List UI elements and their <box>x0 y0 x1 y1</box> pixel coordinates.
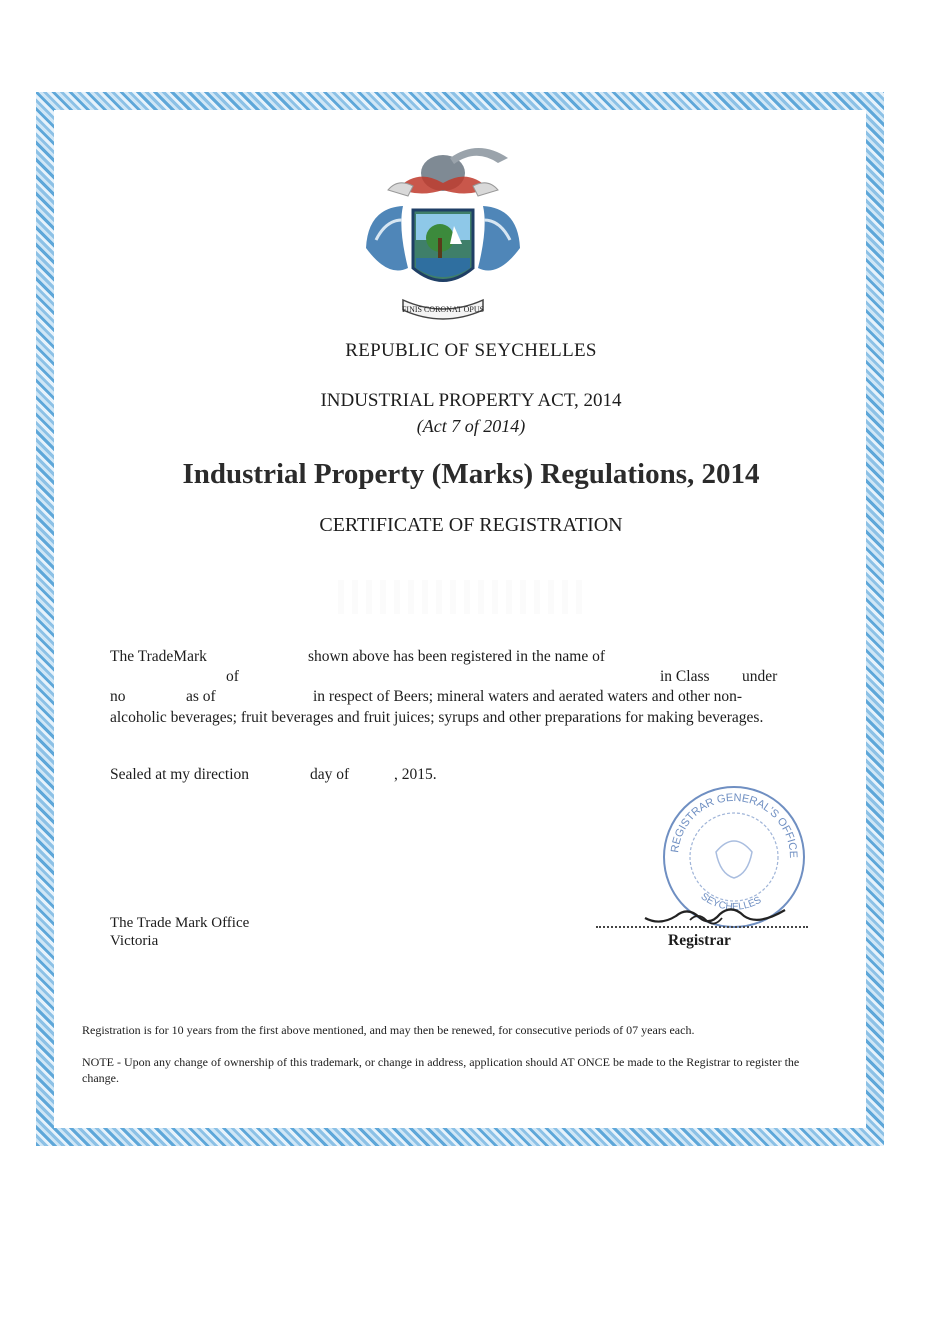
sealed-label: Sealed at my direction <box>110 766 250 783</box>
day-of-label: day of <box>310 766 350 783</box>
stamp-text: REGISTRAR GENERAL'S OFFICE <box>669 791 800 859</box>
registrar-label: Registrar <box>668 932 731 949</box>
registered-name-text: shown above has been registered in the name of <box>308 648 605 665</box>
registrar-signature <box>640 900 790 928</box>
trademark-image-placeholder <box>338 580 588 614</box>
stamp-bottom-text: SEYCHELLES <box>698 891 764 913</box>
trademark-label: The TradeMark <box>110 648 207 665</box>
goods-description: in respect of Beers; mineral waters and aerated waters and other non- <box>313 688 743 705</box>
certificate-title: CERTIFICATE OF REGISTRATION <box>319 514 623 536</box>
year-label: , 2015. <box>394 766 437 783</box>
crest-motto: FINIS CORONAT OPUS <box>401 305 485 314</box>
act-heading: INDUSTRIAL PROPERTY ACT, 2014 <box>320 390 622 411</box>
country-heading: REPUBLIC OF SEYCHELLES <box>345 340 597 361</box>
as-of-label: as of <box>186 688 216 705</box>
registration-period-note: Registration is for 10 years from the first above mentioned, and may then be renewed, for consecutive periods of 07 years each. <box>82 1023 695 1037</box>
office-name: The Trade Mark Office <box>110 915 250 931</box>
under-label: under <box>742 668 778 685</box>
goods-description-continued: alcoholic beverages; fruit beverages and fruit juices; syrups and other preparations for making beverages. <box>110 709 764 726</box>
signature-line <box>596 926 808 928</box>
trade-mark-office <box>110 914 249 950</box>
act-number: (Act 7 of 2014) <box>416 416 526 436</box>
coat-of-arms-emblem <box>358 128 528 328</box>
in-class-label: in Class <box>660 668 710 685</box>
of-label: of <box>226 668 239 685</box>
no-label: no <box>110 688 126 705</box>
office-city: Victoria <box>110 933 159 949</box>
regulations-title: Industrial Property (Marks) Regulations, 2014 <box>182 458 760 490</box>
ownership-change-note: NOTE - Upon any change of ownership of this trademark, or change in address, application should AT ONCE be made to the Registrar to register the change. <box>82 1055 800 1085</box>
